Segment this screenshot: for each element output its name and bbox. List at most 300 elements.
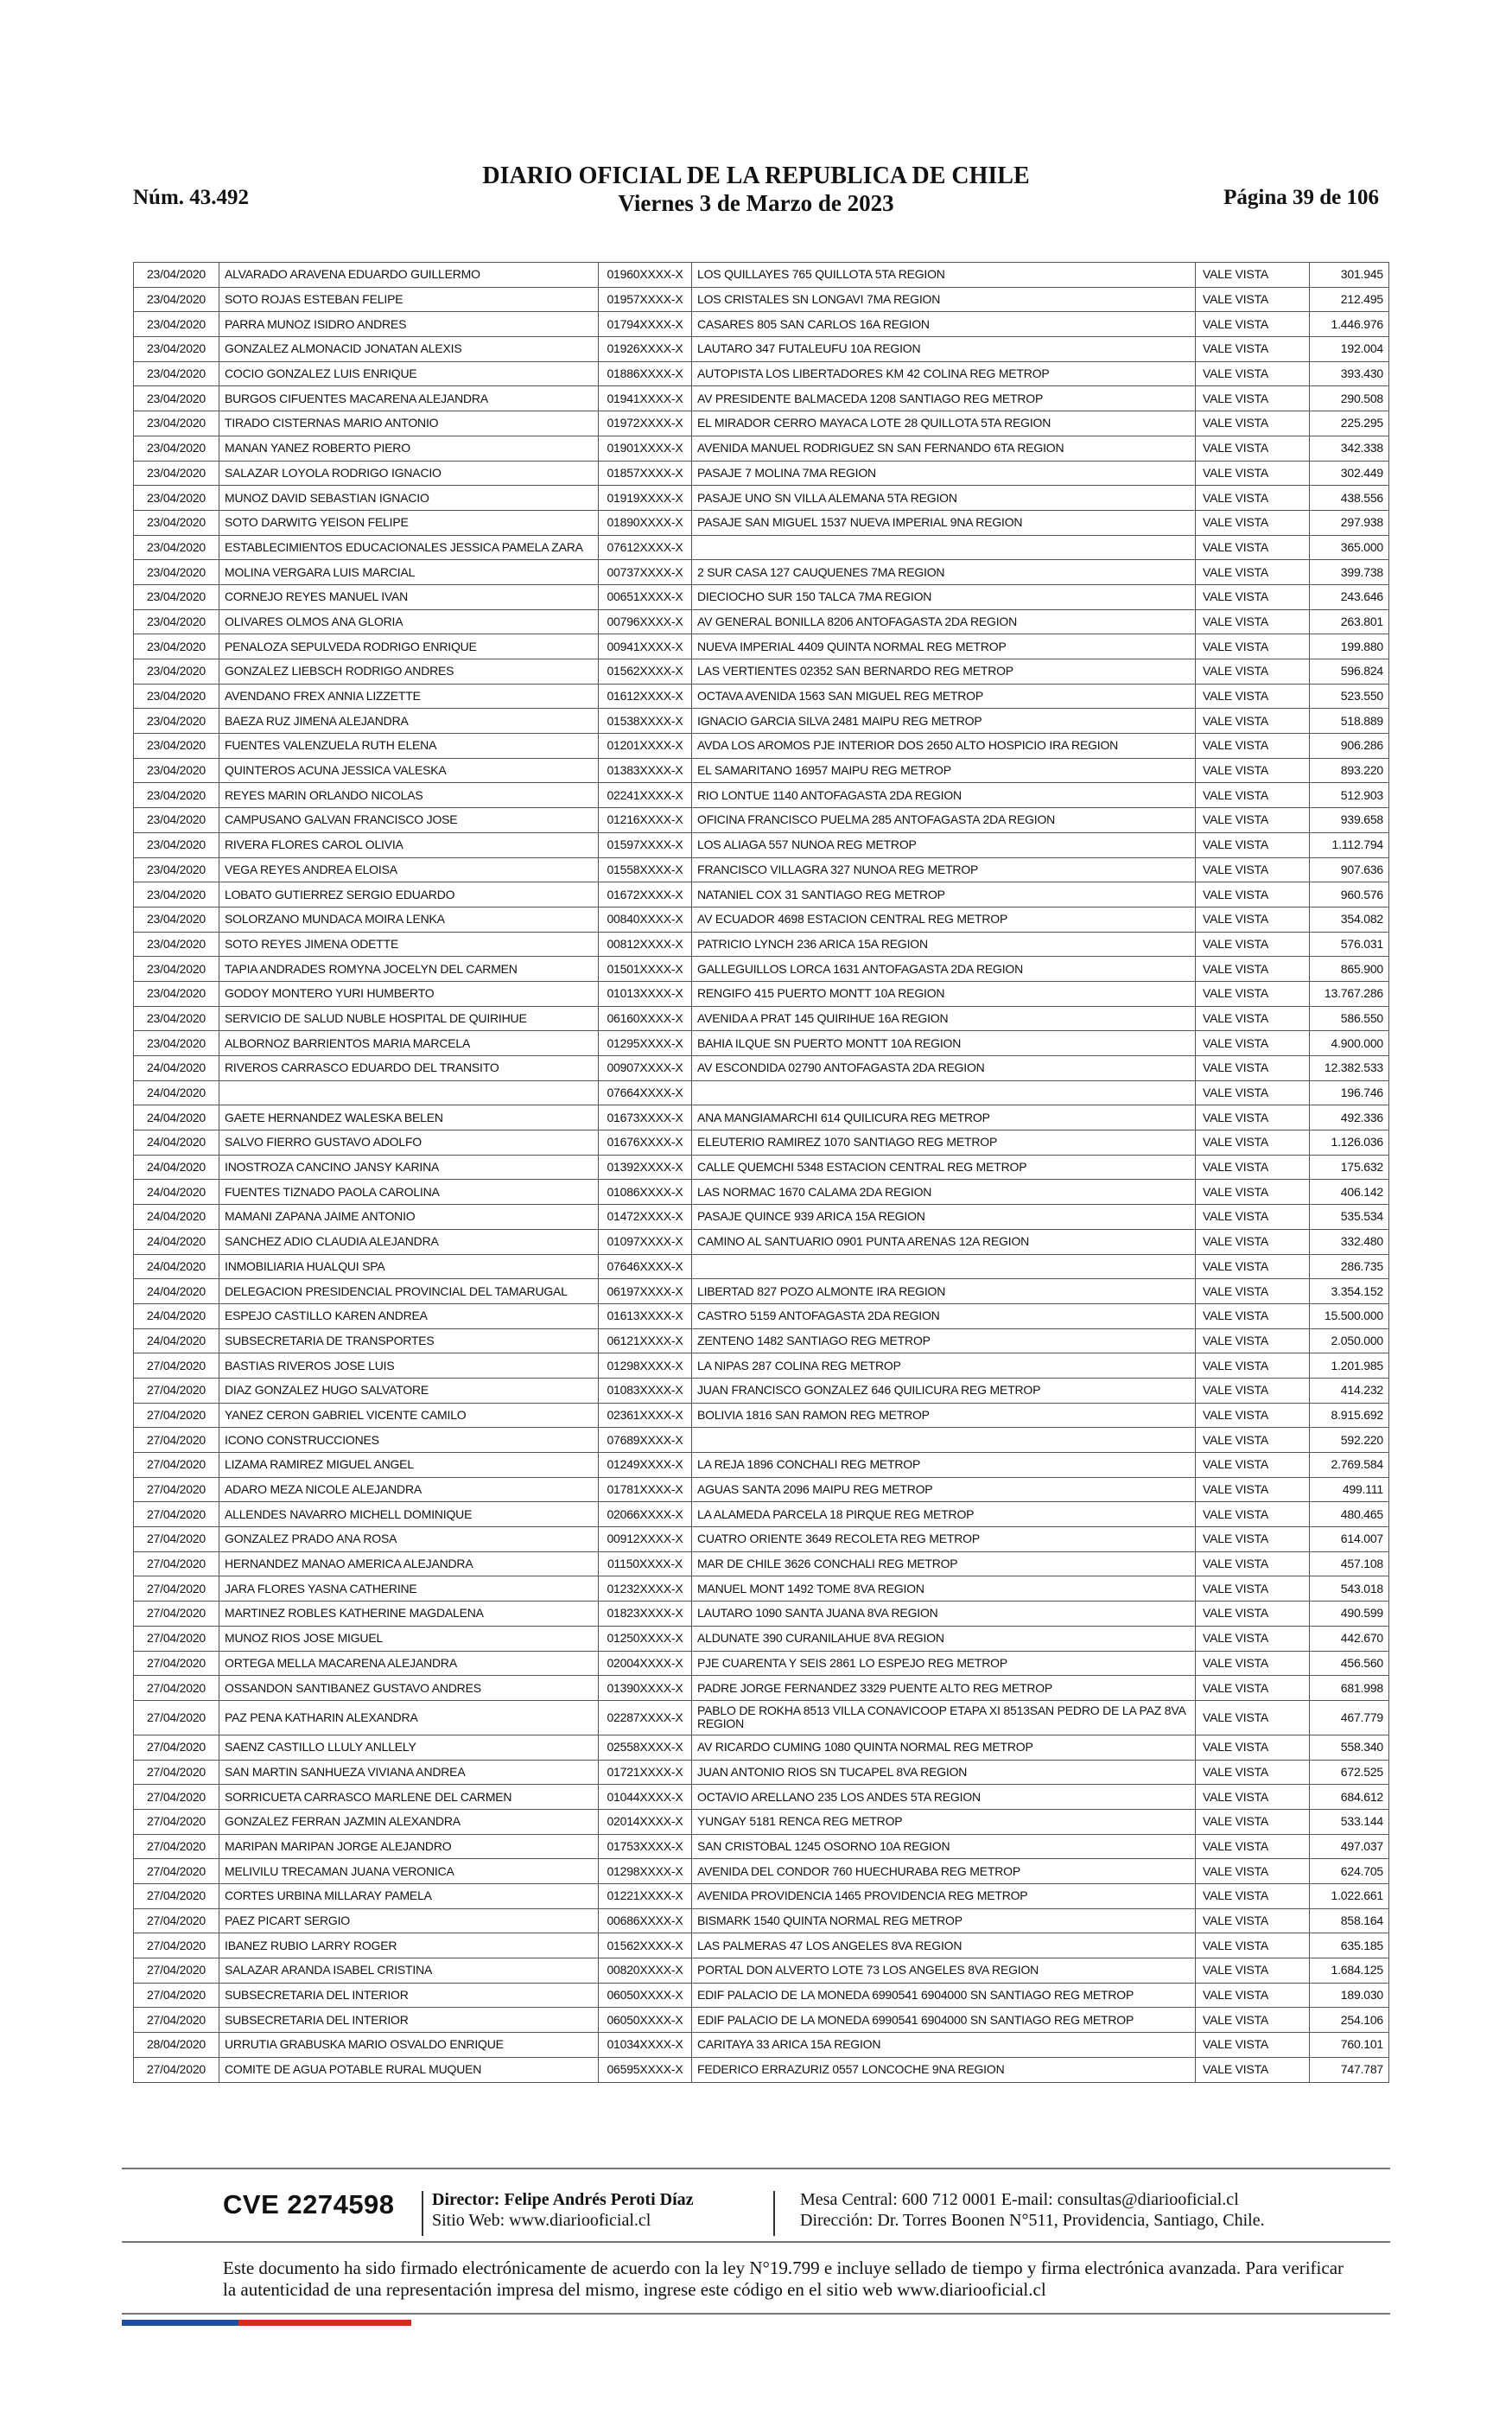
- cell-amount: 354.082: [1310, 907, 1389, 932]
- cell-payment-method: VALE VISTA: [1196, 659, 1310, 685]
- table-row: [134, 1859, 1389, 1884]
- cell-name: SUBSECRETARIA DEL INTERIOR: [219, 1983, 599, 2008]
- cell-rut: 01676XXXX-X: [599, 1130, 692, 1156]
- cell-date: 27/04/2020: [134, 1428, 219, 1453]
- cell-amount: 681.998: [1310, 1676, 1389, 1701]
- cell-rut: 01150XXXX-X: [599, 1551, 692, 1576]
- cell-date: 23/04/2020: [134, 832, 219, 857]
- cell-name: INOSTROZA CANCINO JANSY KARINA: [219, 1155, 599, 1180]
- cell-address: AGUAS SANTA 2096 MAIPU REG METROP: [692, 1477, 1196, 1502]
- cell-name: URRUTIA GRABUSKA MARIO OSVALDO ENRIQUE: [219, 2033, 599, 2058]
- cell-address: PASAJE UNO SN VILLA ALEMANA 5TA REGION: [692, 486, 1196, 511]
- cell-rut: 01086XXXX-X: [599, 1180, 692, 1205]
- cell-date: 27/04/2020: [134, 1378, 219, 1403]
- cell-amount: 332.480: [1310, 1229, 1389, 1254]
- cell-name: SOTO REYES JIMENA ODETTE: [219, 932, 599, 957]
- cell-date: 23/04/2020: [134, 907, 219, 932]
- cell-payment-method: VALE VISTA: [1196, 1602, 1310, 1627]
- cell-address: PASAJE 7 MOLINA 7MA REGION: [692, 461, 1196, 486]
- cell-date: 23/04/2020: [134, 659, 219, 685]
- cell-date: 27/04/2020: [134, 1502, 219, 1527]
- cell-date: 23/04/2020: [134, 634, 219, 659]
- cell-payment-method: VALE VISTA: [1196, 1551, 1310, 1576]
- cell-rut: 00912XXXX-X: [599, 1527, 692, 1552]
- cell-name: SANCHEZ ADIO CLAUDIA ALEJANDRA: [219, 1229, 599, 1254]
- cell-payment-method: VALE VISTA: [1196, 461, 1310, 486]
- cell-name: YANEZ CERON GABRIEL VICENTE CAMILO: [219, 1403, 599, 1428]
- cell-name: SALVO FIERRO GUSTAVO ADOLFO: [219, 1130, 599, 1156]
- cell-amount: 192.004: [1310, 337, 1389, 362]
- cell-amount: 4.900.000: [1310, 1031, 1389, 1056]
- cell-date: 27/04/2020: [134, 1884, 219, 1909]
- cell-amount: 196.746: [1310, 1080, 1389, 1105]
- cell-date: 23/04/2020: [134, 932, 219, 957]
- cell-address: ZENTENO 1482 SANTIAGO REG METROP: [692, 1328, 1196, 1353]
- cell-date: 27/04/2020: [134, 1834, 219, 1859]
- table-row: [134, 1651, 1389, 1676]
- table-row: [134, 684, 1389, 709]
- cell-address: CALLE QUEMCHI 5348 ESTACION CENTRAL REG METROP: [692, 1155, 1196, 1180]
- table-row: [134, 1958, 1389, 1984]
- cell-payment-method: VALE VISTA: [1196, 1328, 1310, 1353]
- table-row: [134, 1328, 1389, 1353]
- cell-name: SORRICUETA CARRASCO MARLENE DEL CARMEN: [219, 1785, 599, 1810]
- cell-date: 23/04/2020: [134, 957, 219, 982]
- table-row: [134, 783, 1389, 808]
- flag-stripe-blue: [122, 2320, 238, 2326]
- cell-name: COMITE DE AGUA POTABLE RURAL MUQUEN: [219, 2057, 599, 2082]
- table-row: [134, 411, 1389, 436]
- cell-date: 24/04/2020: [134, 1080, 219, 1105]
- table-row: [134, 1551, 1389, 1576]
- table-row: [134, 1700, 1389, 1735]
- cell-amount: 263.801: [1310, 609, 1389, 634]
- cell-rut: 00820XXXX-X: [599, 1958, 692, 1984]
- cell-date: 24/04/2020: [134, 1279, 219, 1304]
- cell-name: JARA FLORES YASNA CATHERINE: [219, 1576, 599, 1602]
- cell-name: OLIVARES OLMOS ANA GLORIA: [219, 609, 599, 634]
- cell-address: NATANIEL COX 31 SANTIAGO REG METROP: [692, 882, 1196, 908]
- table-row: [134, 1303, 1389, 1328]
- cell-amount: 467.779: [1310, 1700, 1389, 1735]
- cell-amount: 456.560: [1310, 1651, 1389, 1676]
- cell-address: LOS CRISTALES SN LONGAVI 7MA REGION: [692, 287, 1196, 312]
- cell-address: LA NIPAS 287 COLINA REG METROP: [692, 1353, 1196, 1379]
- cell-amount: 960.576: [1310, 882, 1389, 908]
- cell-rut: 01390XXXX-X: [599, 1676, 692, 1701]
- cell-amount: 286.735: [1310, 1254, 1389, 1279]
- cell-date: 27/04/2020: [134, 1760, 219, 1785]
- cell-name: PARRA MUNOZ ISIDRO ANDRES: [219, 312, 599, 337]
- cell-payment-method: VALE VISTA: [1196, 337, 1310, 362]
- cell-amount: 492.336: [1310, 1105, 1389, 1130]
- cell-payment-method: VALE VISTA: [1196, 907, 1310, 932]
- cell-payment-method: VALE VISTA: [1196, 1933, 1310, 1958]
- cell-rut: 01472XXXX-X: [599, 1205, 692, 1230]
- cell-date: 23/04/2020: [134, 709, 219, 734]
- cell-name: ORTEGA MELLA MACARENA ALEJANDRA: [219, 1651, 599, 1676]
- cell-date: 23/04/2020: [134, 1031, 219, 1056]
- footer-director-block: [432, 2189, 694, 2231]
- cell-payment-method: VALE VISTA: [1196, 1453, 1310, 1478]
- cell-address: [692, 535, 1196, 560]
- page-header: [0, 0, 1512, 225]
- cell-amount: 13.767.286: [1310, 981, 1389, 1006]
- cell-payment-method: VALE VISTA: [1196, 1403, 1310, 1428]
- cell-rut: 07664XXXX-X: [599, 1080, 692, 1105]
- cell-payment-method: VALE VISTA: [1196, 1477, 1310, 1502]
- cell-name: SAN MARTIN SANHUEZA VIVIANA ANDREA: [219, 1760, 599, 1785]
- cell-date: 23/04/2020: [134, 734, 219, 759]
- newspaper-title: DIARIO OFICIAL DE LA REPUBLICA DE CHILE: [482, 162, 1030, 189]
- cell-payment-method: VALE VISTA: [1196, 1859, 1310, 1884]
- cell-date: 23/04/2020: [134, 386, 219, 411]
- cell-payment-method: VALE VISTA: [1196, 684, 1310, 709]
- payments-table: [133, 262, 1389, 2083]
- cve-code: CVE 2274598: [223, 2189, 395, 2219]
- cell-name: FUENTES TIZNADO PAOLA CAROLINA: [219, 1180, 599, 1205]
- cell-payment-method: VALE VISTA: [1196, 1809, 1310, 1834]
- cell-amount: 254.106: [1310, 2008, 1389, 2033]
- cell-date: 27/04/2020: [134, 1527, 219, 1552]
- cell-address: AVENIDA DEL CONDOR 760 HUECHURABA REG METROP: [692, 1859, 1196, 1884]
- cell-amount: 596.824: [1310, 659, 1389, 685]
- cell-amount: 393.430: [1310, 361, 1389, 386]
- cell-payment-method: VALE VISTA: [1196, 1353, 1310, 1379]
- cell-rut: 01249XXXX-X: [599, 1453, 692, 1478]
- cell-name: DELEGACION PRESIDENCIAL PROVINCIAL DEL TAMARUGAL: [219, 1279, 599, 1304]
- cell-rut: 01886XXXX-X: [599, 361, 692, 386]
- cell-name: MUNOZ DAVID SEBASTIAN IGNACIO: [219, 486, 599, 511]
- cell-name: MARIPAN MARIPAN JORGE ALEJANDRO: [219, 1834, 599, 1859]
- cell-payment-method: VALE VISTA: [1196, 1080, 1310, 1105]
- table-row: [134, 1502, 1389, 1527]
- cell-amount: 499.111: [1310, 1477, 1389, 1502]
- table-row: [134, 1155, 1389, 1180]
- cell-date: 28/04/2020: [134, 2033, 219, 2058]
- footer-separator: [773, 2191, 775, 2236]
- cell-date: 27/04/2020: [134, 1700, 219, 1735]
- cell-amount: 243.646: [1310, 584, 1389, 609]
- cell-address: LA ALAMEDA PARCELA 18 PIRQUE REG METROP: [692, 1502, 1196, 1527]
- cell-name: QUINTEROS ACUNA JESSICA VALESKA: [219, 758, 599, 783]
- table-row: [134, 1477, 1389, 1502]
- cell-amount: 1.126.036: [1310, 1130, 1389, 1156]
- table-row: [134, 634, 1389, 659]
- cell-rut: 01957XXXX-X: [599, 287, 692, 312]
- cell-rut: 00651XXXX-X: [599, 584, 692, 609]
- cell-payment-method: VALE VISTA: [1196, 758, 1310, 783]
- cell-rut: 07689XXXX-X: [599, 1428, 692, 1453]
- table-row: [134, 1527, 1389, 1552]
- cell-date: 24/04/2020: [134, 1205, 219, 1230]
- cell-rut: 01298XXXX-X: [599, 1859, 692, 1884]
- cell-name: SUBSECRETARIA DE TRANSPORTES: [219, 1328, 599, 1353]
- cell-name: DIAZ GONZALEZ HUGO SALVATORE: [219, 1378, 599, 1403]
- cell-address: FEDERICO ERRAZURIZ 0557 LONCOCHE 9NA REGION: [692, 2057, 1196, 2082]
- cell-payment-method: VALE VISTA: [1196, 584, 1310, 609]
- cell-name: IBANEZ RUBIO LARRY ROGER: [219, 1933, 599, 1958]
- cell-rut: 00796XXXX-X: [599, 609, 692, 634]
- cell-rut: 01926XXXX-X: [599, 337, 692, 362]
- cell-address: JUAN ANTONIO RIOS SN TUCAPEL 8VA REGION: [692, 1760, 1196, 1785]
- cell-address: CUATRO ORIENTE 3649 RECOLETA REG METROP: [692, 1527, 1196, 1552]
- cell-amount: 906.286: [1310, 734, 1389, 759]
- cell-name: SALAZAR ARANDA ISABEL CRISTINA: [219, 1958, 599, 1984]
- cell-rut: 02066XXXX-X: [599, 1502, 692, 1527]
- cell-name: SERVICIO DE SALUD NUBLE HOSPITAL DE QUIRIHUE: [219, 1006, 599, 1031]
- table-row: [134, 1378, 1389, 1403]
- footer-separator: [422, 2191, 423, 2236]
- cell-payment-method: VALE VISTA: [1196, 634, 1310, 659]
- cell-amount: 586.550: [1310, 1006, 1389, 1031]
- cell-rut: 02361XXXX-X: [599, 1403, 692, 1428]
- cell-name: SOTO DARWITG YEISON FELIPE: [219, 510, 599, 535]
- cell-amount: 175.632: [1310, 1155, 1389, 1180]
- cell-date: 24/04/2020: [134, 1155, 219, 1180]
- cell-payment-method: VALE VISTA: [1196, 361, 1310, 386]
- table-row: [134, 1056, 1389, 1081]
- cell-name: PAEZ PICART SERGIO: [219, 1908, 599, 1933]
- cell-rut: 01097XXXX-X: [599, 1229, 692, 1254]
- cell-address: CASARES 805 SAN CARLOS 16A REGION: [692, 312, 1196, 337]
- table-row: [134, 709, 1389, 734]
- cell-name: OSSANDON SANTIBANEZ GUSTAVO ANDRES: [219, 1676, 599, 1701]
- cell-payment-method: VALE VISTA: [1196, 1834, 1310, 1859]
- cell-name: TAPIA ANDRADES ROMYNA JOCELYN DEL CARMEN: [219, 957, 599, 982]
- cell-name: ICONO CONSTRUCCIONES: [219, 1428, 599, 1453]
- footer-middle-rule: [122, 2241, 1390, 2243]
- table-row: [134, 1884, 1389, 1909]
- cell-address: LOS ALIAGA 557 NUNOA REG METROP: [692, 832, 1196, 857]
- cell-amount: 558.340: [1310, 1735, 1389, 1760]
- cell-rut: 01013XXXX-X: [599, 981, 692, 1006]
- cell-name: COCIO GONZALEZ LUIS ENRIQUE: [219, 361, 599, 386]
- cell-payment-method: VALE VISTA: [1196, 1031, 1310, 1056]
- cell-payment-method: VALE VISTA: [1196, 957, 1310, 982]
- cell-amount: 399.738: [1310, 560, 1389, 585]
- cell-name: RIVERA FLORES CAROL OLIVIA: [219, 832, 599, 857]
- footer-bottom-rule: [122, 2313, 1390, 2315]
- table-row: [134, 486, 1389, 511]
- table-row: [134, 386, 1389, 411]
- cell-date: 23/04/2020: [134, 684, 219, 709]
- cell-payment-method: VALE VISTA: [1196, 312, 1310, 337]
- cell-name: ALBORNOZ BARRIENTOS MARIA MARCELA: [219, 1031, 599, 1056]
- cell-amount: 480.465: [1310, 1502, 1389, 1527]
- cell-amount: 907.636: [1310, 857, 1389, 882]
- cell-payment-method: VALE VISTA: [1196, 1303, 1310, 1328]
- table-row: [134, 734, 1389, 759]
- table-row: [134, 1006, 1389, 1031]
- table-row: [134, 832, 1389, 857]
- website-link[interactable]: Sitio Web: www.diariooficial.cl: [432, 2211, 651, 2230]
- cell-date: 27/04/2020: [134, 1735, 219, 1760]
- cell-name: SOTO ROJAS ESTEBAN FELIPE: [219, 287, 599, 312]
- cell-name: GONZALEZ PRADO ANA ROSA: [219, 1527, 599, 1552]
- table-row: [134, 1403, 1389, 1428]
- cell-address: YUNGAY 5181 RENCA REG METROP: [692, 1809, 1196, 1834]
- cell-amount: 2.769.584: [1310, 1453, 1389, 1478]
- table-row: [134, 1908, 1389, 1933]
- cell-amount: 365.000: [1310, 535, 1389, 560]
- cell-date: 27/04/2020: [134, 1809, 219, 1834]
- cell-payment-method: VALE VISTA: [1196, 1279, 1310, 1304]
- cell-name: LIZAMA RAMIREZ MIGUEL ANGEL: [219, 1453, 599, 1478]
- cell-amount: 302.449: [1310, 461, 1389, 486]
- cell-address: LOS QUILLAYES 765 QUILLOTA 5TA REGION: [692, 263, 1196, 288]
- cell-address: PASAJE QUINCE 939 ARICA 15A REGION: [692, 1205, 1196, 1230]
- contact-phone-email: Mesa Central: 600 712 0001 E-mail: consultas@diariooficial.cl: [800, 2190, 1239, 2209]
- cell-rut: 01298XXXX-X: [599, 1353, 692, 1379]
- table-body: [134, 263, 1389, 2083]
- cell-address: AVENIDA MANUEL RODRIGUEZ SN SAN FERNANDO 6TA REGION: [692, 436, 1196, 461]
- cell-rut: 01941XXXX-X: [599, 386, 692, 411]
- cell-payment-method: VALE VISTA: [1196, 2033, 1310, 2058]
- cell-amount: 865.900: [1310, 957, 1389, 982]
- cell-name: GODOY MONTERO YURI HUMBERTO: [219, 981, 599, 1006]
- cell-amount: 543.018: [1310, 1576, 1389, 1602]
- cell-date: 23/04/2020: [134, 361, 219, 386]
- cell-rut: 01753XXXX-X: [599, 1834, 692, 1859]
- table-row: [134, 263, 1389, 288]
- cell-rut: 01972XXXX-X: [599, 411, 692, 436]
- cell-date: 23/04/2020: [134, 882, 219, 908]
- table-row: [134, 1031, 1389, 1056]
- cell-address: AUTOPISTA LOS LIBERTADORES KM 42 COLINA REG METROP: [692, 361, 1196, 386]
- cell-rut: 01044XXXX-X: [599, 1785, 692, 1810]
- cell-name: BURGOS CIFUENTES MACARENA ALEJANDRA: [219, 386, 599, 411]
- cell-name: INMOBILIARIA HUALQUI SPA: [219, 1254, 599, 1279]
- cell-rut: 01781XXXX-X: [599, 1477, 692, 1502]
- signature-note: Este documento ha sido firmado electrónicamente de acuerdo con la ley N°19.799 e incluye sellado de tiempo y firma electrónica avanzada. Para verificar la autenticidad de una representación impresa del mismo, ingrese este código en el sitio web www.diariooficial.cl: [223, 2258, 1344, 2300]
- cell-payment-method: VALE VISTA: [1196, 808, 1310, 833]
- payments-table-wrapper: [133, 262, 1388, 2083]
- cell-address: PJE CUARENTA Y SEIS 2861 LO ESPEJO REG METROP: [692, 1651, 1196, 1676]
- cell-name: LOBATO GUTIERREZ SERGIO EDUARDO: [219, 882, 599, 908]
- cell-address: RIO LONTUE 1140 ANTOFAGASTA 2DA REGION: [692, 783, 1196, 808]
- cell-rut: 01250XXXX-X: [599, 1626, 692, 1651]
- cell-amount: 858.164: [1310, 1908, 1389, 1933]
- cell-rut: 06160XXXX-X: [599, 1006, 692, 1031]
- cell-amount: 189.030: [1310, 1983, 1389, 2008]
- cell-name: [219, 1080, 599, 1105]
- cell-name: MARTINEZ ROBLES KATHERINE MAGDALENA: [219, 1602, 599, 1627]
- cell-rut: 06050XXXX-X: [599, 2008, 692, 2033]
- cell-name: ESTABLECIMIENTOS EDUCACIONALES JESSICA PAMELA ZARA: [219, 535, 599, 560]
- cell-name: GAETE HERNANDEZ WALESKA BELEN: [219, 1105, 599, 1130]
- cell-amount: 672.525: [1310, 1760, 1389, 1785]
- cell-address: LAS PALMERAS 47 LOS ANGELES 8VA REGION: [692, 1933, 1196, 1958]
- table-row: [134, 1353, 1389, 1379]
- cell-date: 23/04/2020: [134, 808, 219, 833]
- cell-payment-method: VALE VISTA: [1196, 263, 1310, 288]
- cell-address: AVDA LOS AROMOS PJE INTERIOR DOS 2650 ALTO HOSPICIO IRA REGION: [692, 734, 1196, 759]
- cell-name: MELIVILU TRECAMAN JUANA VERONICA: [219, 1859, 599, 1884]
- cell-name: CORTES URBINA MILLARAY PAMELA: [219, 1884, 599, 1909]
- cell-address: GALLEGUILLOS LORCA 1631 ANTOFAGASTA 2DA REGION: [692, 957, 1196, 982]
- table-row: [134, 2008, 1389, 2033]
- cell-amount: 414.232: [1310, 1378, 1389, 1403]
- cell-name: CORNEJO REYES MANUEL IVAN: [219, 584, 599, 609]
- cell-amount: 225.295: [1310, 411, 1389, 436]
- cell-rut: 01538XXXX-X: [599, 709, 692, 734]
- cell-rut: 00686XXXX-X: [599, 1908, 692, 1933]
- cell-rut: 01794XXXX-X: [599, 312, 692, 337]
- cell-amount: 438.556: [1310, 486, 1389, 511]
- cell-rut: 01558XXXX-X: [599, 857, 692, 882]
- cell-name: SUBSECRETARIA DEL INTERIOR: [219, 2008, 599, 2033]
- cell-amount: 290.508: [1310, 386, 1389, 411]
- cell-address: PABLO DE ROKHA 8513 VILLA CONAVICOOP ETAPA XI 8513SAN PEDRO DE LA PAZ 8VA REGION: [692, 1700, 1196, 1735]
- table-row: [134, 1626, 1389, 1651]
- cell-amount: 1.446.976: [1310, 312, 1389, 337]
- cell-payment-method: VALE VISTA: [1196, 2008, 1310, 2033]
- cell-date: 27/04/2020: [134, 2057, 219, 2082]
- table-row: [134, 1105, 1389, 1130]
- cell-amount: 212.495: [1310, 287, 1389, 312]
- cell-address: EDIF PALACIO DE LA MONEDA 6990541 6904000 SN SANTIAGO REG METROP: [692, 1983, 1196, 2008]
- table-row: [134, 1933, 1389, 1958]
- cell-payment-method: VALE VISTA: [1196, 1700, 1310, 1735]
- cell-rut: 00812XXXX-X: [599, 932, 692, 957]
- cell-payment-method: VALE VISTA: [1196, 386, 1310, 411]
- issue-date: Viernes 3 de Marzo de 2023: [618, 190, 894, 216]
- cell-rut: 02241XXXX-X: [599, 783, 692, 808]
- cell-address: BISMARK 1540 QUINTA NORMAL REG METROP: [692, 1908, 1196, 1933]
- cell-name: PAZ PENA KATHARIN ALEXANDRA: [219, 1700, 599, 1735]
- page-number: Página 39 de 106: [1223, 186, 1379, 209]
- cell-rut: 01232XXXX-X: [599, 1576, 692, 1602]
- cell-amount: 518.889: [1310, 709, 1389, 734]
- cell-payment-method: VALE VISTA: [1196, 1130, 1310, 1156]
- cell-payment-method: VALE VISTA: [1196, 1908, 1310, 1933]
- cell-amount: 457.108: [1310, 1551, 1389, 1576]
- cell-amount: 1.112.794: [1310, 832, 1389, 857]
- cell-name: GONZALEZ ALMONACID JONATAN ALEXIS: [219, 337, 599, 362]
- cell-address: [692, 1428, 1196, 1453]
- table-row: [134, 758, 1389, 783]
- cell-date: 27/04/2020: [134, 1626, 219, 1651]
- cell-date: 23/04/2020: [134, 436, 219, 461]
- cell-address: PASAJE SAN MIGUEL 1537 NUEVA IMPERIAL 9NA REGION: [692, 510, 1196, 535]
- table-row: [134, 1785, 1389, 1810]
- cell-rut: 01295XXXX-X: [599, 1031, 692, 1056]
- cell-payment-method: VALE VISTA: [1196, 857, 1310, 882]
- table-row: [134, 337, 1389, 362]
- cell-date: 27/04/2020: [134, 1453, 219, 1478]
- cell-date: 24/04/2020: [134, 1130, 219, 1156]
- table-row: [134, 560, 1389, 585]
- cell-address: DIECIOCHO SUR 150 TALCA 7MA REGION: [692, 584, 1196, 609]
- cell-address: OCTAVIO ARELLANO 235 LOS ANDES 5TA REGION: [692, 1785, 1196, 1810]
- cell-payment-method: VALE VISTA: [1196, 535, 1310, 560]
- cell-name: BAEZA RUZ JIMENA ALEJANDRA: [219, 709, 599, 734]
- cell-date: 24/04/2020: [134, 1229, 219, 1254]
- table-row: [134, 1279, 1389, 1304]
- cell-rut: 02558XXXX-X: [599, 1735, 692, 1760]
- cell-address: AV ECUADOR 4698 ESTACION CENTRAL REG METROP: [692, 907, 1196, 932]
- cell-name: CAMPUSANO GALVAN FRANCISCO JOSE: [219, 808, 599, 833]
- table-row: [134, 1983, 1389, 2008]
- cell-date: 23/04/2020: [134, 584, 219, 609]
- cell-date: 27/04/2020: [134, 1958, 219, 1984]
- cell-date: 27/04/2020: [134, 1551, 219, 1576]
- cell-rut: 01890XXXX-X: [599, 510, 692, 535]
- cell-date: 24/04/2020: [134, 1303, 219, 1328]
- cell-name: SALAZAR LOYOLA RODRIGO IGNACIO: [219, 461, 599, 486]
- cell-amount: 535.534: [1310, 1205, 1389, 1230]
